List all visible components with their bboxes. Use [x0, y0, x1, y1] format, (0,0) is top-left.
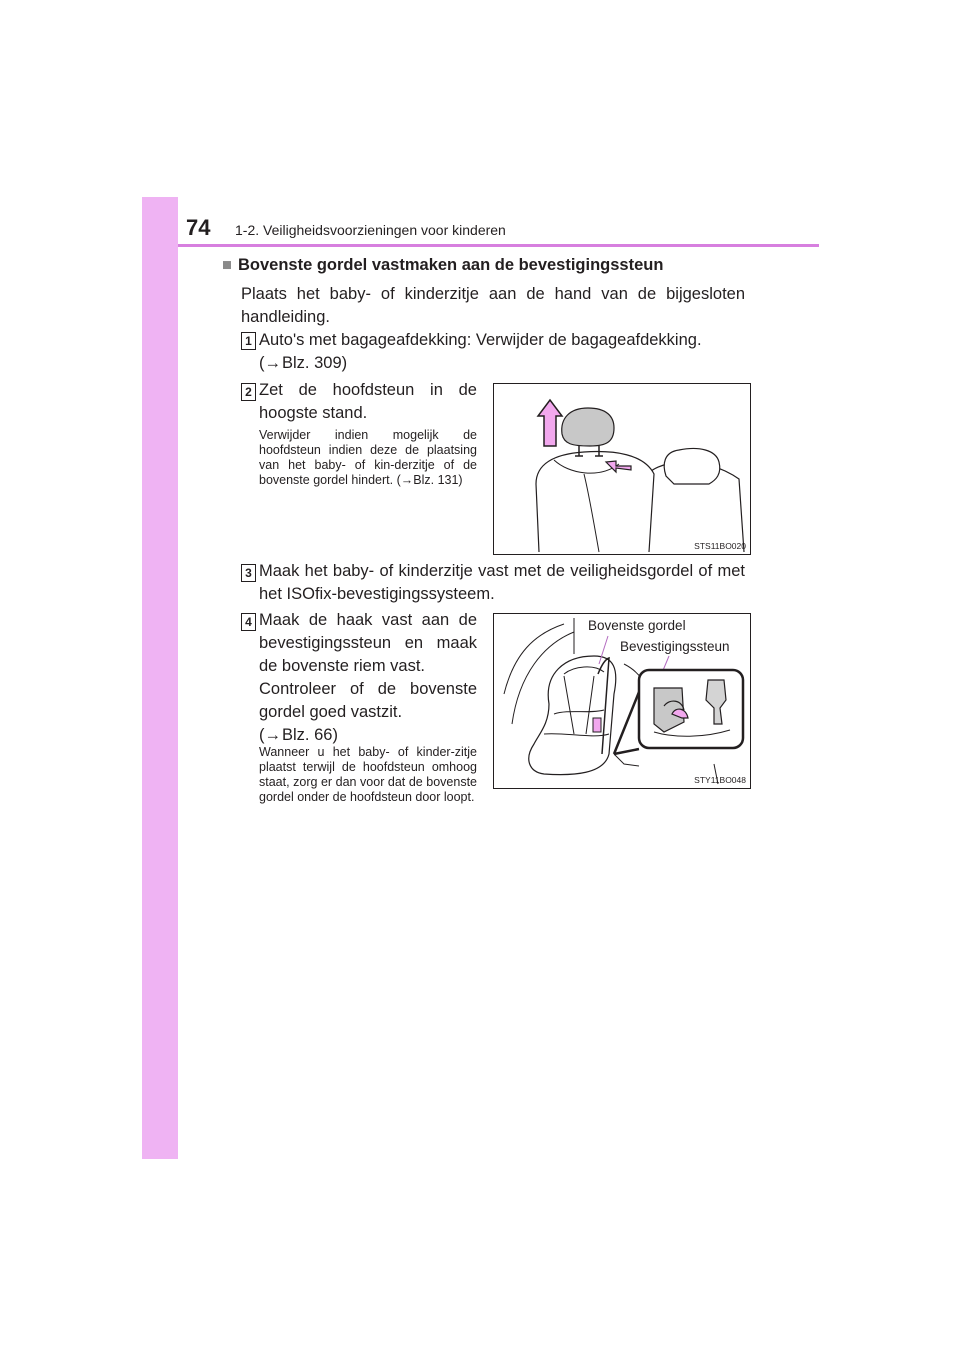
- step-3-badge: 3: [241, 564, 256, 582]
- page-number: 74: [186, 215, 211, 240]
- step-4-text: [259, 609, 477, 747]
- figure-code: STY11BO048: [694, 775, 746, 785]
- step-2-text: Zet de hoofdsteun in de hoogste stand.: [259, 381, 477, 422]
- heading-text: Bovenste gordel vastmaken aan de bevestigingssteun: [237, 256, 664, 274]
- top-tether-figure: [493, 613, 751, 789]
- step-1-line: Auto's met bagageafdekking: Verwijder de bagageafdekking.: [259, 331, 702, 349]
- chapter-side-tab: [142, 197, 178, 1159]
- step-3-text: Maak het baby- of kinderzitje vast met de veiligheidsgordel of met het ISOfix-bevestigingssysteem.: [259, 562, 745, 603]
- step-1-badge: 1: [241, 332, 256, 350]
- callout-top-tether: Bovenste gordel: [588, 618, 686, 633]
- subsection-heading: [222, 256, 663, 275]
- step-1-ref: [259, 352, 749, 375]
- ref-page: Blz. 309: [282, 354, 342, 372]
- callout-anchor: Bevestigingssteun: [620, 639, 730, 654]
- ref-page: Blz. 66): [282, 726, 338, 744]
- header-divider: [178, 244, 819, 247]
- ref-open: (: [259, 354, 265, 372]
- step-2-badge: 2: [241, 383, 256, 401]
- ref-close: ): [341, 354, 348, 372]
- figure-code: STS11BO020: [694, 541, 746, 551]
- step-2-note: [259, 428, 477, 488]
- step-1-text: [259, 329, 749, 375]
- heading-marker: ■: [222, 256, 232, 274]
- step-4-text-a: Maak de haak vast aan de bevestigingssteun en maak de bovenste riem vast.: [259, 611, 477, 675]
- step-4-note: Wanneer u het baby- of kinder-zitje plaatst terwijl de hoofdsteun omhoog staat, zorg er dan voor dat de bovenste gordel onder de hoofdsteun door loopt.: [259, 745, 477, 804]
- step-2-note-text: Verwijder indien mogelijk de hoofdsteun indien deze de plaatsing van het baby- of kin-derzitje of de bovenste gordel hindert. (: [259, 428, 477, 487]
- ref-arrow: →: [264, 726, 281, 744]
- headrest-figure: [493, 383, 751, 555]
- section-title: 1-2. Veiligheidsvoorzieningen voor kinderen: [235, 222, 506, 238]
- step-2-note-ref: Blz. 131): [413, 473, 463, 487]
- ref-open: (: [259, 726, 265, 744]
- step-4-ref: [259, 724, 477, 747]
- note-arrow: →: [400, 473, 414, 487]
- intro-paragraph: Plaats het baby- of kinderzitje aan de hand van de bijgesloten handleiding.: [241, 285, 745, 326]
- ref-arrow: →: [264, 354, 281, 372]
- headrest-illustration: [494, 384, 750, 554]
- step-4-text-b: Controleer of de bovenste gordel goed vastzit.: [259, 680, 477, 721]
- step-4-badge: 4: [241, 613, 256, 631]
